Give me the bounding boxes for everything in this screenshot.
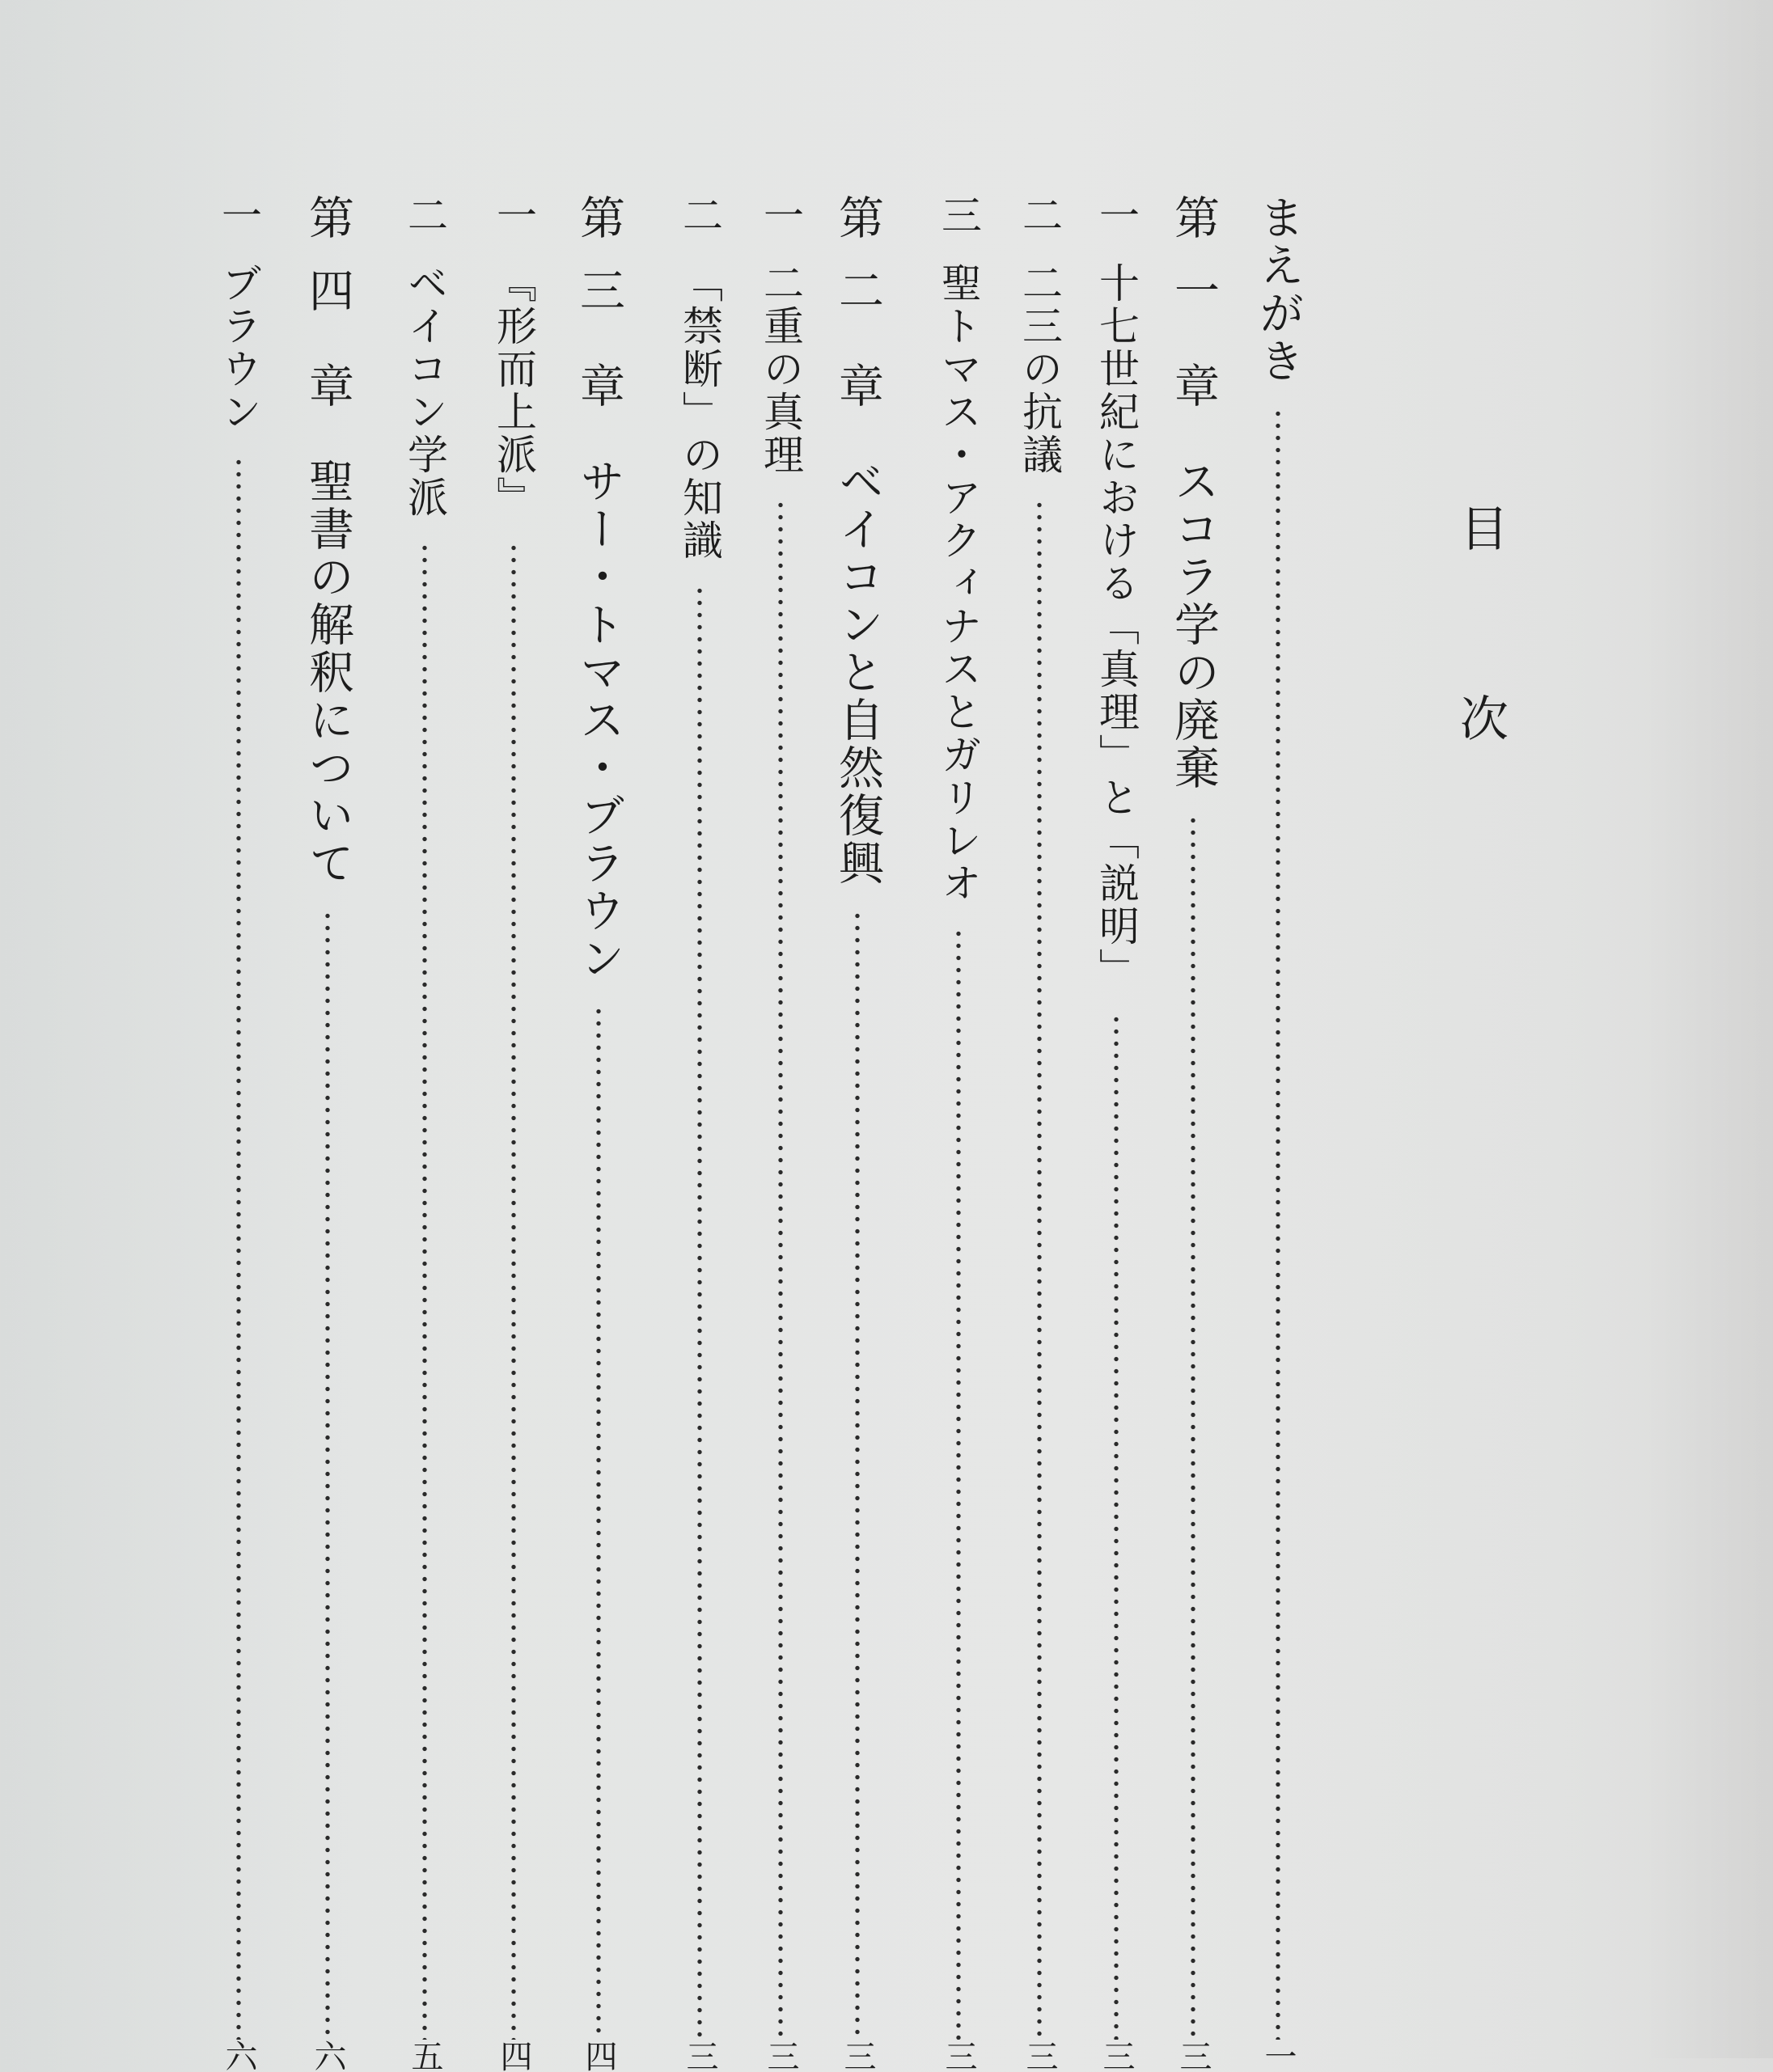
entry-label: まえがき <box>1252 194 1305 385</box>
entry-section-number: 一 <box>490 194 537 235</box>
toc-entry-2-2[interactable] <box>671 194 728 2072</box>
toc-entry-chapter-4[interactable] <box>299 194 356 2072</box>
entry-label: 十七世紀における「真理」と「説明」 <box>1093 262 1140 991</box>
toc-entry-3-1[interactable] <box>485 194 542 2072</box>
entry-page-number: 三 <box>839 2040 876 2072</box>
toc-title-char-1: 目 <box>1460 501 1509 558</box>
entry-label: 三 章 サー・トマス・ブラウン <box>573 267 625 983</box>
toc-entry-chapter-2[interactable] <box>829 194 886 2072</box>
entry-page-number: 三 <box>1174 2040 1212 2072</box>
entry-page-number: 三 <box>940 2040 977 2072</box>
toc-entry-1-2[interactable] <box>1011 194 1068 2072</box>
toc-entry-1-3[interactable] <box>930 194 987 2072</box>
entry-page-number: 五 <box>406 2040 443 2072</box>
dot-leader <box>956 928 961 2040</box>
entry-prefix: 第 <box>831 194 884 239</box>
entry-section-number: 二 <box>1016 194 1063 235</box>
entry-label: 四 章 聖書の解釈について <box>302 267 354 887</box>
entry-page-number: 三 <box>681 2040 718 2072</box>
entry-page-number: 三 <box>1098 2040 1135 2072</box>
dot-leader <box>1191 814 1195 2040</box>
dot-leader <box>1114 1013 1119 2040</box>
entry-label: ベイコン学派 <box>401 262 448 519</box>
entry-label: 二三の抗議 <box>1016 262 1063 476</box>
entry-section-number: 一 <box>215 194 262 235</box>
entry-page-number: 四 <box>495 2040 532 2072</box>
entry-prefix: 第 <box>1167 194 1220 239</box>
entry-label: 二重の真理 <box>757 262 804 476</box>
toc-title-char-2: 次 <box>1460 691 1509 748</box>
dot-leader <box>596 1005 601 2040</box>
entry-section-number: 三 <box>935 194 982 235</box>
page-edge-shadow <box>1644 0 1773 2058</box>
dot-leader <box>511 542 516 2040</box>
dot-leader <box>778 499 783 2040</box>
entry-section-number: 一 <box>1093 194 1140 235</box>
entry-prefix: 第 <box>573 194 625 239</box>
entry-page-number: 六 <box>309 2040 346 2072</box>
toc-entry-2-1[interactable] <box>752 194 809 2072</box>
entry-page-number: 三 <box>1021 2040 1058 2072</box>
entry-section-number: 一 <box>757 194 804 235</box>
toc-entry-1-1[interactable] <box>1088 194 1145 2072</box>
dot-leader <box>1037 499 1042 2040</box>
entry-page-number: 一 <box>1259 2040 1297 2072</box>
entry-label: 一 章 スコラ学の廃棄 <box>1167 267 1220 792</box>
entry-label: 「禁断」の知識 <box>676 262 723 562</box>
toc-entry-4-1[interactable] <box>210 194 267 2072</box>
entry-page-number: 三 <box>762 2040 799 2072</box>
entry-label: 聖トマス・アクィナスとガリレオ <box>935 262 982 905</box>
entry-section-number: 二 <box>676 194 723 235</box>
entry-label: ブラウン <box>215 262 262 433</box>
dot-leader <box>1276 408 1280 2040</box>
dot-leader <box>236 456 241 2040</box>
dot-leader <box>697 585 702 2040</box>
toc-entry-preface[interactable] <box>1250 194 1306 2072</box>
entry-label: 二 章 ベイコンと自然復興 <box>831 267 884 887</box>
dot-leader <box>422 542 427 2040</box>
dot-leader <box>325 910 330 2040</box>
entry-page-number: 六 <box>220 2040 257 2072</box>
entry-page-number: 四 <box>580 2040 617 2072</box>
entry-label: 『形而上派』 <box>490 262 537 519</box>
entry-section-number: 二 <box>401 194 448 235</box>
toc-entry-chapter-1[interactable] <box>1165 194 1221 2072</box>
toc-entry-chapter-3[interactable] <box>570 194 627 2072</box>
dot-leader <box>855 910 860 2040</box>
entry-prefix: 第 <box>302 194 354 239</box>
toc-entry-3-2[interactable] <box>396 194 453 2072</box>
